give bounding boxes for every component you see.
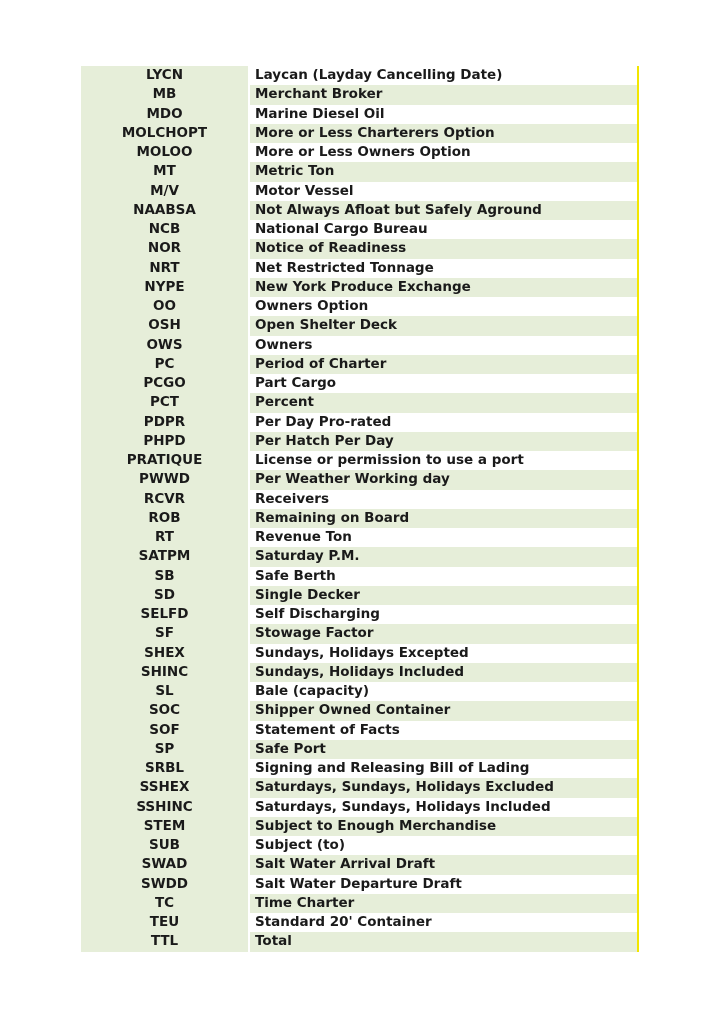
meaning-cell: More or Less Owners Option: [250, 143, 639, 162]
meaning-cell: Remaining on Board: [250, 509, 639, 528]
abbreviation-cell: SD: [81, 586, 248, 605]
meaning-cell: Statement of Facts: [250, 721, 639, 740]
abbreviation-cell: TC: [81, 894, 248, 913]
table-row: [81, 85, 639, 104]
meaning-cell: Percent: [250, 393, 639, 412]
abbreviation-cell: SOC: [81, 701, 248, 720]
table-row: [81, 278, 639, 297]
abbreviation-cell: LYCN: [81, 66, 248, 85]
meaning-cell: Per Hatch Per Day: [250, 432, 639, 451]
meaning-cell: Self Discharging: [250, 605, 639, 624]
meaning-cell: Sundays, Holidays Included: [250, 663, 639, 682]
abbreviation-cell: MOLOO: [81, 143, 248, 162]
abbreviation-cell: M/V: [81, 182, 248, 201]
meaning-cell: Bale (capacity): [250, 682, 639, 701]
meaning-cell: Net Restricted Tonnage: [250, 259, 639, 278]
abbreviation-cell: SELFD: [81, 605, 248, 624]
table-row: [81, 239, 639, 258]
abbreviation-cell: SWDD: [81, 875, 248, 894]
abbreviation-cell: SOF: [81, 721, 248, 740]
abbreviation-cell: MOLCHOPT: [81, 124, 248, 143]
table-row: [81, 663, 639, 682]
table-row: [81, 605, 639, 624]
abbreviation-cell: NAABSA: [81, 201, 248, 220]
abbreviation-cell: SSHEX: [81, 778, 248, 797]
abbreviation-cell: PCGO: [81, 374, 248, 393]
abbreviation-cell: SWAD: [81, 855, 248, 874]
table-row: [81, 875, 639, 894]
meaning-cell: Not Always Afloat but Safely Aground: [250, 201, 639, 220]
abbreviations-table: [81, 66, 639, 952]
meaning-cell: Owners: [250, 336, 639, 355]
meaning-cell: More or Less Charterers Option: [250, 124, 639, 143]
abbreviation-cell: ROB: [81, 509, 248, 528]
table-row: [81, 182, 639, 201]
table-row: [81, 105, 639, 124]
meaning-cell: Safe Berth: [250, 567, 639, 586]
meaning-cell: Signing and Releasing Bill of Lading: [250, 759, 639, 778]
abbreviation-cell: NYPE: [81, 278, 248, 297]
abbreviation-cell: SB: [81, 567, 248, 586]
table-row: [81, 855, 639, 874]
table-row: [81, 432, 639, 451]
abbreviation-cell: PDPR: [81, 413, 248, 432]
abbreviation-cell: MB: [81, 85, 248, 104]
meaning-cell: Per Day Pro-rated: [250, 413, 639, 432]
abbreviation-cell: SHEX: [81, 644, 248, 663]
abbreviation-cell: PHPD: [81, 432, 248, 451]
table-row: [81, 470, 639, 489]
abbreviation-cell: OSH: [81, 316, 248, 335]
table-row: [81, 528, 639, 547]
abbreviation-cell: NCB: [81, 220, 248, 239]
table-row: [81, 547, 639, 566]
meaning-cell: Salt Water Departure Draft: [250, 875, 639, 894]
abbreviation-cell: RCVR: [81, 490, 248, 509]
table-row: [81, 374, 639, 393]
table-row: [81, 701, 639, 720]
table-row: [81, 259, 639, 278]
abbreviation-cell: PRATIQUE: [81, 451, 248, 470]
table-row: [81, 336, 639, 355]
meaning-cell: Receivers: [250, 490, 639, 509]
abbreviation-cell: SP: [81, 740, 248, 759]
meaning-cell: National Cargo Bureau: [250, 220, 639, 239]
abbreviation-cell: SHINC: [81, 663, 248, 682]
table-row: [81, 586, 639, 605]
meaning-cell: Saturday P.M.: [250, 547, 639, 566]
table-row: [81, 721, 639, 740]
abbreviation-cell: SUB: [81, 836, 248, 855]
meaning-cell: Standard 20' Container: [250, 913, 639, 932]
table-row: [81, 624, 639, 643]
table-row: [81, 740, 639, 759]
meaning-cell: Laycan (Layday Cancelling Date): [250, 66, 639, 85]
abbreviation-cell: MDO: [81, 105, 248, 124]
abbreviation-cell: SRBL: [81, 759, 248, 778]
meaning-cell: Revenue Ton: [250, 528, 639, 547]
abbreviation-cell: NOR: [81, 239, 248, 258]
table-row: [81, 509, 639, 528]
table-row: [81, 913, 639, 932]
meaning-cell: Notice of Readiness: [250, 239, 639, 258]
table-row: [81, 836, 639, 855]
meaning-cell: Single Decker: [250, 586, 639, 605]
abbreviation-cell: RT: [81, 528, 248, 547]
meaning-cell: Per Weather Working day: [250, 470, 639, 489]
table-row: [81, 932, 639, 951]
table-row: [81, 297, 639, 316]
meaning-cell: License or permission to use a port: [250, 451, 639, 470]
abbreviation-cell: SATPM: [81, 547, 248, 566]
table-row: [81, 894, 639, 913]
meaning-cell: Shipper Owned Container: [250, 701, 639, 720]
abbreviation-cell: PWWD: [81, 470, 248, 489]
table-row: [81, 778, 639, 797]
table-row: [81, 355, 639, 374]
abbreviation-cell: NRT: [81, 259, 248, 278]
abbreviation-cell: TEU: [81, 913, 248, 932]
table-row: [81, 316, 639, 335]
table-row: [81, 644, 639, 663]
table-row: [81, 143, 639, 162]
table-row: [81, 490, 639, 509]
meaning-cell: Stowage Factor: [250, 624, 639, 643]
abbreviation-cell: MT: [81, 162, 248, 181]
table-row: [81, 451, 639, 470]
table-row: [81, 798, 639, 817]
table-row: [81, 66, 639, 85]
table-row: [81, 393, 639, 412]
meaning-cell: Part Cargo: [250, 374, 639, 393]
meaning-cell: Open Shelter Deck: [250, 316, 639, 335]
meaning-cell: Subject to Enough Merchandise: [250, 817, 639, 836]
table-row: [81, 567, 639, 586]
meaning-cell: Sundays, Holidays Excepted: [250, 644, 639, 663]
meaning-cell: Time Charter: [250, 894, 639, 913]
abbreviation-cell: TTL: [81, 932, 248, 951]
meaning-cell: Period of Charter: [250, 355, 639, 374]
table-row: [81, 759, 639, 778]
meaning-cell: Saturdays, Sundays, Holidays Included: [250, 798, 639, 817]
meaning-cell: Safe Port: [250, 740, 639, 759]
meaning-cell: Owners Option: [250, 297, 639, 316]
meaning-cell: Motor Vessel: [250, 182, 639, 201]
meaning-cell: Marine Diesel Oil: [250, 105, 639, 124]
table-row: [81, 220, 639, 239]
abbreviation-cell: PCT: [81, 393, 248, 412]
abbreviation-cell: STEM: [81, 817, 248, 836]
abbreviation-cell: SSHINC: [81, 798, 248, 817]
abbreviation-cell: PC: [81, 355, 248, 374]
abbreviation-cell: SL: [81, 682, 248, 701]
meaning-cell: Subject (to): [250, 836, 639, 855]
meaning-cell: Salt Water Arrival Draft: [250, 855, 639, 874]
meaning-cell: Saturdays, Sundays, Holidays Excluded: [250, 778, 639, 797]
table-row: [81, 124, 639, 143]
meaning-cell: Metric Ton: [250, 162, 639, 181]
table-row: [81, 413, 639, 432]
meaning-cell: New York Produce Exchange: [250, 278, 639, 297]
table-row: [81, 817, 639, 836]
meaning-cell: Merchant Broker: [250, 85, 639, 104]
abbreviation-cell: OO: [81, 297, 248, 316]
table-row: [81, 682, 639, 701]
table-row: [81, 162, 639, 181]
abbreviation-cell: OWS: [81, 336, 248, 355]
meaning-cell: Total: [250, 932, 639, 951]
abbreviation-cell: SF: [81, 624, 248, 643]
table-row: [81, 201, 639, 220]
